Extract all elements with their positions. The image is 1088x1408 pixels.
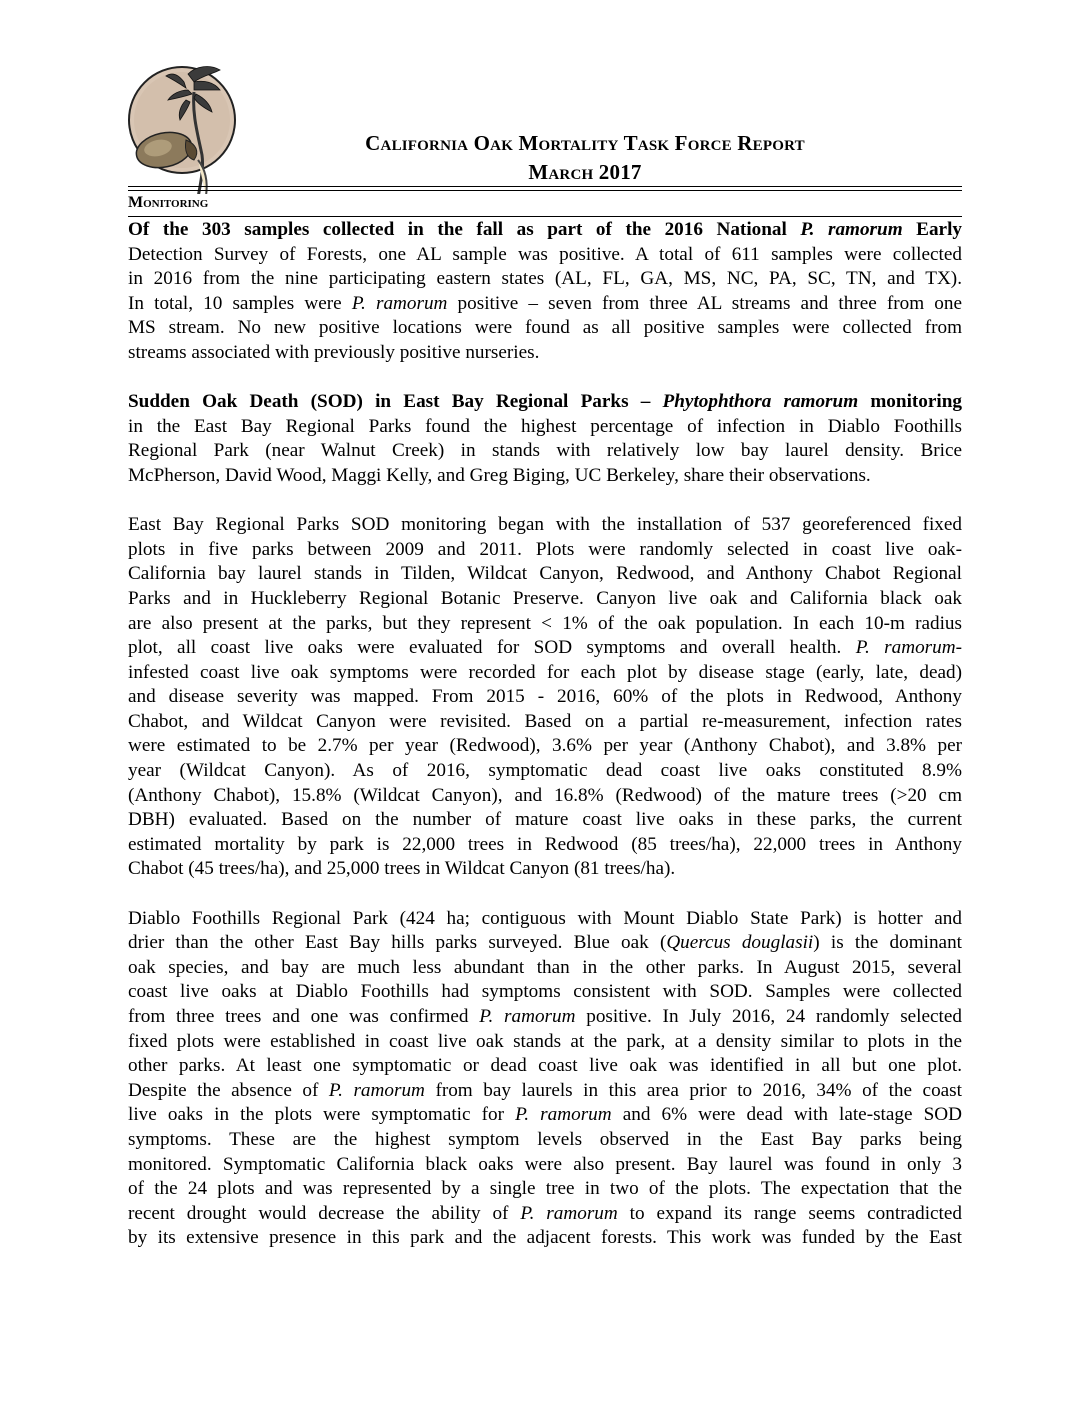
text-line: plot, all coast live oaks were evaluated for SOD symptoms and overall health. P. ramorum-	[128, 637, 962, 659]
text-line: monitored. Symptomatic California black oaks were also present. Bay laurel was found in only 3	[128, 1153, 962, 1175]
paragraph-diablo-foothills	[128, 907, 962, 1251]
text-line: are also present at the parks, but they represent < 1% of the oak population. In each 10-m radius	[128, 612, 962, 634]
text-line: Regional Park (near Walnut Creek) in stands with relatively low bay laurel density. Brice	[128, 440, 962, 462]
text-line: Detection Survey of Forests, one AL sample was positive. A total of 611 samples were collected	[128, 243, 962, 265]
text-line: Despite the absence of P. ramorum from bay laurels in this area prior to 2016, 34% of the coast	[128, 1079, 962, 1101]
text-line: coast live oaks at Diablo Foothills had symptoms consistent with SOD. Samples were collected	[128, 981, 962, 1003]
paragraph-east-bay-intro	[128, 390, 962, 488]
text-line: of the 24 plots and was represented by a single tree in two of the plots. The expectation that the	[128, 1178, 962, 1200]
text-line: were estimated to be 2.7% per year (Redwood), 3.6% per year (Anthony Chabot), and 3.8% per	[128, 735, 962, 757]
text-line: streams associated with previously positive nurseries.	[128, 341, 540, 363]
text-line: and disease severity was mapped. From 2015 - 2016, 60% of the plots in Redwood, Anthony	[128, 686, 962, 708]
text-line: Sudden Oak Death (SOD) in East Bay Regional Parks – Phytophthora ramorum monitoring	[128, 391, 962, 413]
text-line: (Anthony Chabot), 15.8% (Wildcat Canyon), and 16.8% (Redwood) of the mature trees (>20 cm	[128, 784, 962, 806]
text-line: Diablo Foothills Regional Park (424 ha; contiguous with Mount Diablo State Park) is hotter and	[128, 907, 962, 929]
text-line: fixed plots were established in coast live oak stands at the park, at a density similar to plots in the	[128, 1030, 962, 1052]
text-line: oak species, and bay are much less abundant than in the other parks. In August 2015, several	[128, 956, 962, 978]
section-heading-monitoring: Monitoring	[128, 194, 209, 211]
text-line: California bay laurel stands in Tilden, Wildcat Canyon, Redwood, and Anthony Chabot Regional	[128, 563, 962, 585]
text-line: in the East Bay Regional Parks found the highest percentage of infection in Diablo Foothills	[128, 415, 962, 437]
text-line: Parks and in Huckleberry Regional Botanic Preserve. Canyon live oak and California black oak	[128, 587, 962, 609]
text-line: McPherson, David Wood, Maggi Kelly, and Greg Biging, UC Berkeley, share their observations.	[128, 464, 871, 486]
acorn-seedling-logo	[128, 60, 240, 200]
text-line: year (Wildcat Canyon). As of 2016, symptomatic dead coast live oaks constituted 8.9%	[128, 760, 962, 782]
text-line: Of the 303 samples collected in the fall as part of the 2016 National P. ramorum Early	[128, 219, 962, 240]
text-line: live oaks in the plots were symptomatic for P. ramorum and 6% were dead with late-stage SOD	[128, 1104, 962, 1126]
text-line: East Bay Regional Parks SOD monitoring began with the installation of 537 georeferenced fixed	[128, 514, 962, 536]
text-line: other parks. At least one symptomatic or dead coast live oak was identified in all but one plot.	[128, 1055, 962, 1077]
header-rule-bottom	[128, 190, 962, 191]
text-line: recent drought would decrease the ability of P. ramorum to expand its range seems contradicted	[128, 1202, 962, 1224]
paragraph-national-survey	[128, 218, 962, 366]
text-line: Chabot (45 trees/ha), and 25,000 trees in Wildcat Canyon (81 trees/ha).	[128, 858, 676, 880]
section-rule	[128, 216, 962, 217]
text-line: plots in five parks between 2009 and 2011. Plots were randomly selected in coast live oak-	[128, 538, 962, 560]
text-line: from three trees and one was confirmed P. ramorum positive. In July 2016, 24 randomly selected	[128, 1006, 962, 1027]
text-line: drier than the other East Bay hills parks surveyed. Blue oak (Quercus douglasii) is the dominant	[128, 932, 962, 954]
text-line: symptoms. These are the highest symptom levels observed in the East Bay parks being	[128, 1128, 962, 1150]
text-line: Chabot, and Wildcat Canyon were revisited. Based on a partial re-measurement, infection rates	[128, 710, 962, 732]
text-line: infested coast live oak symptoms were recorded for each plot by disease stage (early, late, dead)	[128, 661, 962, 683]
paragraph-monitoring-plots	[128, 513, 962, 882]
text-line: DBH) evaluated. Based on the number of mature coast live oaks in these parks, the current	[128, 809, 962, 831]
text-line: by its extensive presence in this park and the adjacent forests. This work was funded by the East	[128, 1227, 962, 1249]
text-line: MS stream. No new positive locations were found as all positive samples were collected from	[128, 317, 962, 339]
header-rule-top	[128, 186, 962, 187]
text-line: estimated mortality by park is 22,000 trees in Redwood (85 trees/ha), 22,000 trees in Anthony	[128, 833, 962, 855]
text-line: In total, 10 samples were P. ramorum positive – seven from three AL streams and three from one	[128, 292, 962, 314]
report-title: California Oak Mortality Task Force Report	[365, 131, 805, 155]
report-date: March 2017	[528, 160, 642, 184]
report-body	[128, 218, 962, 1276]
text-line: in 2016 from the nine participating eastern states (AL, FL, GA, MS, NC, PA, SC, TN, and TX).	[128, 268, 962, 290]
